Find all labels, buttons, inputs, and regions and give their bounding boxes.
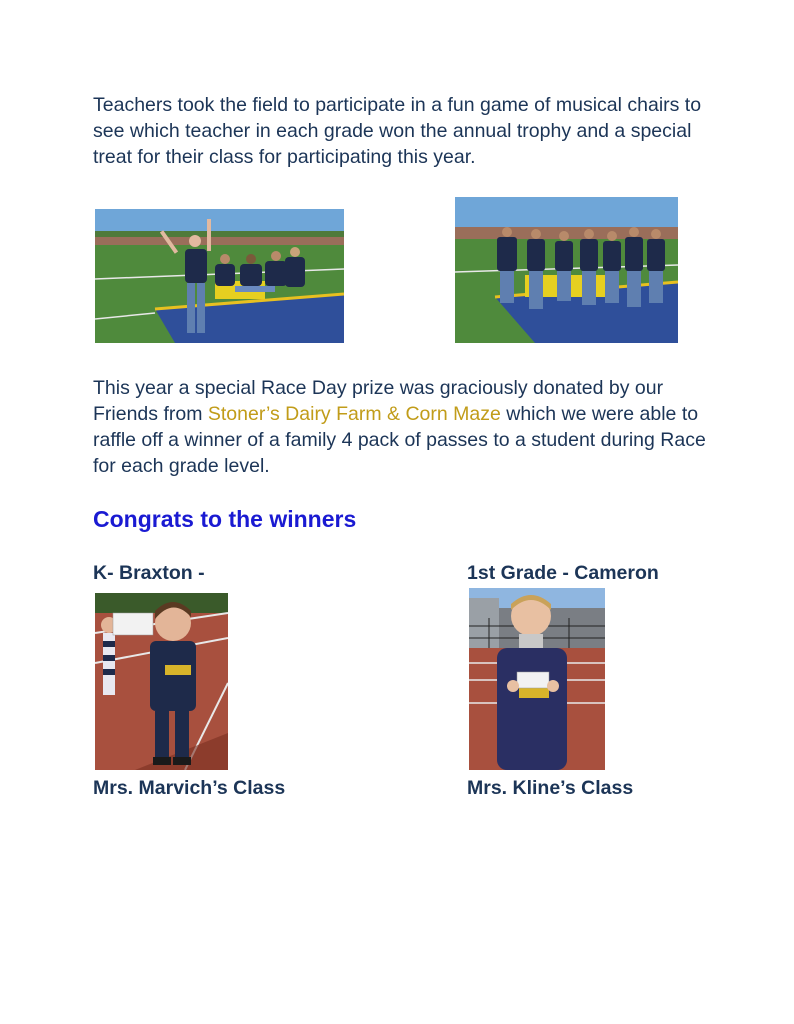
first-grade-winner-photo [469,588,605,770]
prize-text-start: This year a special Race Day prize was graciously donated by our Friends from [93,377,664,425]
intro-paragraph: Teachers took the field to participate in a fun game of musical chairs to see which teacher in each grade won the annual trophy and a special treat for their class for participating this year. [93,94,702,168]
kindergarten-winner-photo [95,593,228,770]
stoners-dairy-farm-link[interactable]: Stoner’s Dairy Farm & Corn Maze [207,403,501,425]
prize-paragraph [93,375,713,479]
kindergarten-winner-title: K- Braxton - [93,562,205,584]
musical-chairs-photo-2 [455,197,678,343]
first-grade-winner-title: 1st Grade - Cameron [467,562,659,584]
congrats-heading: Congrats to the winners [93,506,357,532]
prize-text-end: which we were able to raffle off a winner of a family 4 pack of passes to a student during Race for each grade level. [93,403,706,477]
first-grade-winner-class: Mrs. Kline’s Class [467,777,634,799]
musical-chairs-photo-1 [95,209,344,343]
kindergarten-winner-class: Mrs. Marvich’s Class [93,777,286,799]
